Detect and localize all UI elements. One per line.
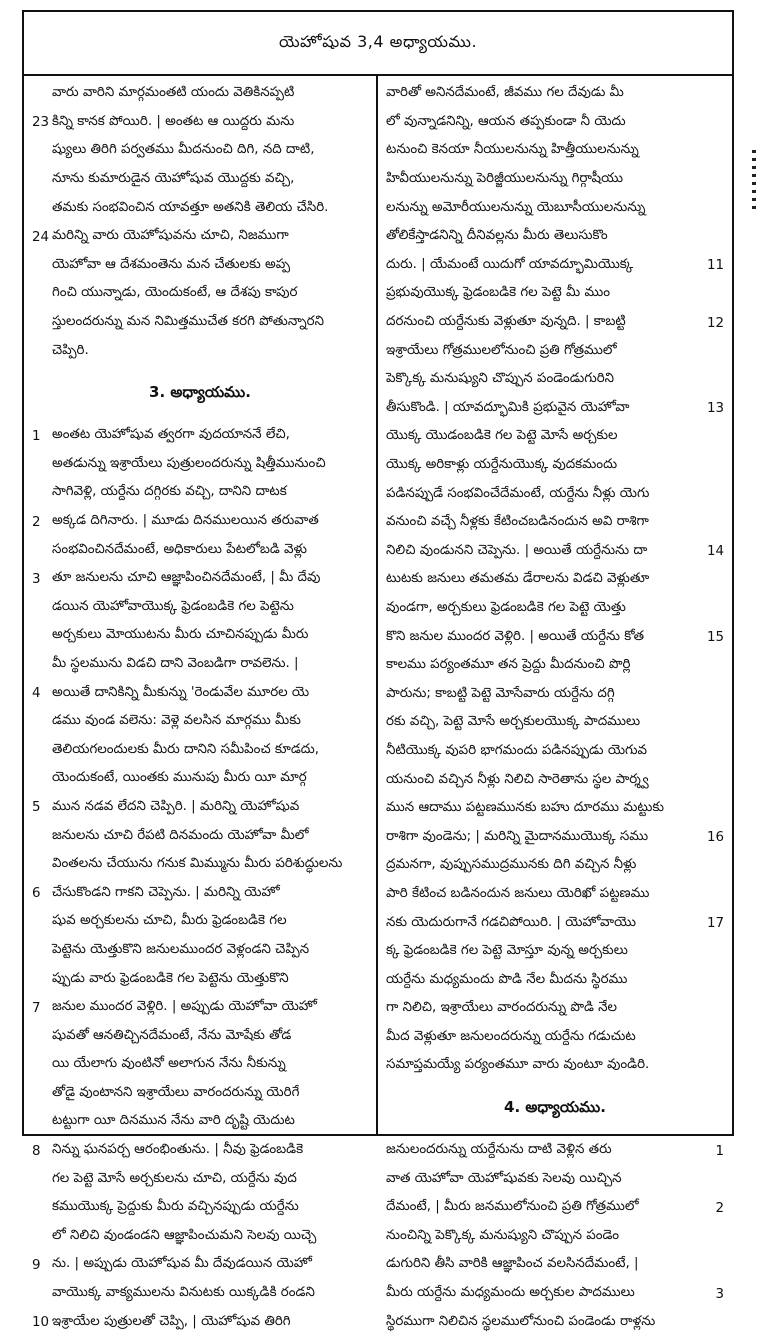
text-line bbox=[32, 908, 368, 937]
line-text: సాగివెళ్లి, యర్దేను దగ్గిరకు వచ్చి, దానిని దాటక bbox=[52, 484, 287, 500]
text-line bbox=[32, 1051, 368, 1080]
verse-number: 8 bbox=[32, 1143, 41, 1159]
line-text: ఇశ్రాయేల పుత్రులతో చెప్పి, | యెహోషువ తిరిగి bbox=[52, 1313, 291, 1329]
line-text: తూ జనులను చూచి ఆజ్ఞాపించినదేమంటే, | మీ దేవు bbox=[52, 570, 321, 586]
text-line bbox=[386, 709, 724, 738]
line-text: నీటియొక్క వుపరి భాగమందు పడినప్పుడు యెగువ bbox=[386, 742, 648, 758]
verse-number: 10 bbox=[32, 1315, 50, 1331]
line-text: గించి యున్నాడు, యెందుకంటే, ఆ దేశపు కాపుర bbox=[52, 285, 298, 301]
line-text: యి యేలాగు వుంటినో అలాగున నేను నీకున్ను bbox=[52, 1056, 286, 1072]
line-text: అయితే దానికిన్ని మీకున్ను 'రెండువేల మూరల యె bbox=[52, 684, 310, 700]
line-text: వారితో అనినదేమంటే, జీవము గల దేవుడు మీ bbox=[386, 85, 624, 101]
line-text: తమకు సంభవించిన యావత్తూ అతనికి తెలియ చేసిరి. bbox=[52, 199, 329, 215]
line-text: డము వుండ వలెను: వెళ్లె వలసిన మార్గము మీకు bbox=[52, 713, 301, 729]
text-line bbox=[32, 536, 368, 565]
verse-number: 5 bbox=[32, 800, 41, 816]
line-text: దురు. | యేమంటే యిదుగో యావద్భూమియొక్క bbox=[386, 256, 634, 272]
line-text: దేమంటే, | మీరు జనములోనుంచి ప్రతి గోత్రములో bbox=[386, 1199, 639, 1215]
line-text: యొక్క యొడంబడికె గల పెట్టె మోసే అర్చకుల bbox=[386, 428, 618, 444]
text-line bbox=[32, 280, 368, 309]
line-text: టనుంచి కెనయా నీయులనున్ను హిత్తీయులనున్ను bbox=[386, 142, 639, 158]
text-line bbox=[32, 1308, 368, 1337]
verse-number: 24 bbox=[32, 229, 50, 245]
line-text: కాలము పర్యంతమూ తన ప్రెద్దు మీదనుంచి పొర్లి bbox=[386, 657, 631, 673]
line-text: జనులను చూచి రేపటి దినమందు యెహోవా మీలో bbox=[52, 827, 309, 843]
line-text: టట్టుగా యీ దినమున నేను వారి దృష్టి యెదుట bbox=[52, 1113, 295, 1129]
verse-number: 15 bbox=[706, 630, 724, 646]
line-text: చేసుకొండని గాకని చెప్పెను. | మరిన్ని యెహో bbox=[52, 884, 280, 900]
line-text: యర్దేను మధ్యమందు పొడి నేల మీదను స్థిరము bbox=[386, 971, 628, 987]
verse-number: 9 bbox=[32, 1257, 41, 1273]
verse-number: 2 bbox=[715, 1200, 724, 1216]
text-line bbox=[386, 995, 724, 1024]
line-text: గల పెట్టె మోసే అర్చకులను చూచి, యర్దేను వుద bbox=[52, 1170, 297, 1186]
text-line bbox=[386, 194, 724, 223]
line-text: లనున్ను అమోరీయులనున్ను యెబూసీయులనున్ను bbox=[386, 199, 646, 215]
verse-number: 17 bbox=[706, 916, 724, 932]
line-text: నిన్ను ఘనపర్చ ఆరంభింతును. | నీవు ఫ్రెడంబడికె bbox=[52, 1142, 304, 1158]
text-line bbox=[386, 1223, 724, 1252]
text-line bbox=[32, 879, 368, 908]
line-text: ప్రభువుయొక్క ఫ్రెడంబడికె గల పెట్టె మీ ముం bbox=[386, 285, 611, 301]
line-text: నిలిచి వుండునని చెప్పెను. | అయితే యర్దేనును దా bbox=[386, 542, 648, 558]
text-line bbox=[386, 795, 724, 824]
line-text: వుండగా, అర్చకులు ఫ్రెడంబడికె గల పెట్టె యెత్తు bbox=[386, 599, 626, 615]
line-text: ను. | అప్పుడు యెహోషువ మీ దేవుడయిన యెహో bbox=[52, 1256, 312, 1272]
text-line bbox=[32, 252, 368, 281]
line-text: వాయొక్క వాక్యములను వినుటకు యిక్కడికి రండని bbox=[52, 1285, 315, 1301]
text-line bbox=[386, 395, 724, 424]
line-text: వాత యెహోవా యెహోషువకు సెలవు యిచ్చిన bbox=[386, 1170, 622, 1186]
left-column bbox=[24, 74, 378, 1331]
text-line bbox=[32, 337, 368, 366]
text-line bbox=[386, 423, 724, 452]
text-line bbox=[32, 166, 368, 195]
text-line bbox=[32, 679, 368, 708]
line-text: పారును; కాబట్టి పెట్టె మోసేవారు యర్దేను దగ్గి bbox=[386, 685, 615, 701]
text-line bbox=[386, 909, 724, 938]
text-line bbox=[386, 623, 724, 652]
line-text: పెక్కొక్క మనుష్యుని చొప్పున పండెండుగురిని bbox=[386, 371, 615, 387]
right-column bbox=[378, 74, 732, 1329]
text-line bbox=[32, 994, 368, 1023]
text-line bbox=[386, 823, 724, 852]
verse-number: 7 bbox=[32, 1000, 41, 1016]
text-line bbox=[32, 965, 368, 994]
line-text: పారి కేటించ బడినందున జనులు యెరిఖో పట్టణము bbox=[386, 885, 650, 901]
text-line bbox=[32, 1022, 368, 1051]
verse-number: 6 bbox=[32, 886, 41, 902]
text-line bbox=[32, 851, 368, 880]
line-text: మీద వెళ్లుతూ జనులందరున్ను యర్దేను గడుచుట bbox=[386, 1028, 636, 1044]
text-line bbox=[386, 652, 724, 681]
text-line bbox=[386, 1194, 724, 1223]
text-line bbox=[32, 451, 368, 480]
text-line bbox=[386, 366, 724, 395]
text-line bbox=[386, 538, 724, 567]
line-text: మరిన్ని వారు యెహోషువను చూచి, నిజముగా bbox=[52, 228, 289, 244]
line-text: యెందుకంటే, యింతకు మునుపు మీరు యీ మార్గ bbox=[52, 770, 307, 786]
verse-number: 12 bbox=[706, 315, 724, 331]
text-line bbox=[386, 109, 724, 138]
text-line bbox=[386, 1308, 724, 1337]
verse-number: 3 bbox=[32, 571, 41, 587]
text-line bbox=[386, 966, 724, 995]
margin-mark bbox=[752, 150, 756, 210]
text-line bbox=[386, 1251, 724, 1280]
line-text: డయిన యెహోవాయొక్క ఫ్రెడంబడికె గల పెట్టెను bbox=[52, 598, 294, 614]
line-text: యనుంచి వచ్చిన నీళ్లు నిలిచి సారెతాను స్థల పార్శ్వ bbox=[386, 771, 649, 787]
text-line bbox=[32, 422, 368, 451]
verse-number: 14 bbox=[706, 544, 724, 560]
text-line bbox=[32, 80, 368, 109]
line-text: మున నడవ లేదని చెప్పిరి. | మరిన్ని యెహోషువ bbox=[52, 798, 300, 814]
text-line bbox=[386, 938, 724, 967]
line-text: యెహోవా ఆ దేశమంతెను మన చేతులకు అప్ప bbox=[52, 256, 291, 272]
line-text: సంభవించినదేమంటే, అధికారులు పేటలోబడి వెళ్లు bbox=[52, 541, 307, 557]
text-line bbox=[32, 1165, 368, 1194]
line-text: హివీయులనున్ను పెరిజ్జీయులనున్ను గిర్గాషీయు bbox=[386, 171, 623, 187]
line-text: ద్రమనగా, వుప్పుసముద్రమునకు దిగి వచ్చిన నీళ్లు bbox=[386, 857, 637, 873]
line-text: షువ అర్చకులను చూచి, మీరు ఫ్రెడంబడికె గల bbox=[52, 913, 287, 929]
text-line bbox=[32, 508, 368, 537]
line-text: నకు యెదురుగానే గడచిపోయిరి. | యెహోవాయొ bbox=[386, 914, 636, 930]
text-line bbox=[32, 1194, 368, 1223]
line-text: వింతలను చేయును గనుక మిమ్మును మీరు పరిశుద్ధులను bbox=[52, 856, 343, 872]
verse-number: 3 bbox=[715, 1286, 724, 1302]
text-line bbox=[32, 309, 368, 338]
scripture-page bbox=[22, 10, 734, 1331]
text-line bbox=[32, 622, 368, 651]
text-line bbox=[386, 252, 724, 281]
text-line bbox=[32, 1223, 368, 1252]
line-text: డుగురిని తీసి వారికి ఆజ్ఞాపించ వలసినదేమంటే, | bbox=[386, 1256, 639, 1272]
line-text: తోడై వుంటానని ఇశ్రాయేలు వారందరున్ను యెరిగే bbox=[52, 1084, 300, 1100]
text-line bbox=[32, 937, 368, 966]
line-text: పడినప్పుడే సంభవించేదేమంటే, యర్దేను నీళ్లు యెగు bbox=[386, 485, 650, 501]
verse-number: 1 bbox=[32, 428, 41, 444]
text-line bbox=[32, 137, 368, 166]
text-line bbox=[386, 738, 724, 767]
line-text: తీసుకొండి. | యావద్భూమికి ప్రభువైన యెహోవా bbox=[386, 399, 630, 415]
verse-number: 1 bbox=[715, 1143, 724, 1159]
text-line bbox=[386, 1137, 724, 1166]
text-line bbox=[32, 822, 368, 851]
verse-number: 4 bbox=[32, 686, 41, 702]
text-line bbox=[386, 1024, 724, 1053]
line-text: రాశిగా వుండెను; | మరిన్ని మైదానముయొక్క సము bbox=[386, 828, 649, 844]
text-line bbox=[386, 852, 724, 881]
text-line bbox=[32, 708, 368, 737]
verse-number: 13 bbox=[706, 401, 724, 417]
verse-number: 11 bbox=[706, 258, 724, 274]
line-text: దరనుంచి యర్దేనుకు వెళ్లుతూ వున్నది. | కాబట్టి bbox=[386, 314, 626, 330]
text-line bbox=[386, 1052, 724, 1081]
line-text: వనుంచి వచ్చే నీళ్లకు కేటించబడినందున అవి రాశిగా bbox=[386, 514, 649, 530]
chapter-heading: 4. అధ్యాయము. bbox=[504, 1097, 606, 1116]
text-line bbox=[32, 1280, 368, 1309]
line-text: నుంచిన్ని పెక్కొక్క మనుష్యుని చొప్పున పండెం bbox=[386, 1227, 620, 1243]
text-line bbox=[386, 309, 724, 338]
text-line bbox=[32, 765, 368, 794]
line-text: చెప్పిరి. bbox=[52, 342, 89, 358]
line-text: జనులందరున్ను యర్దేనును దాటి వెళ్లిన తరు bbox=[386, 1142, 612, 1158]
line-text: అతడున్ను ఇశ్రాయేలు పుత్రులందరున్ను షిత్తీమునుంచి bbox=[52, 455, 326, 471]
line-text: తెలియగలందులకు మీరు దానిని సమీపించ కూడదు, bbox=[52, 741, 320, 757]
text-line bbox=[32, 1251, 368, 1280]
verse-number: 16 bbox=[706, 830, 724, 846]
text-line bbox=[386, 80, 724, 109]
line-text: రకు వచ్చి, పెట్టె మోసే అర్చకులయొక్క పాదములు bbox=[386, 714, 641, 730]
line-text: అక్కడ దిగినారు. | మూడు దినములయిన తరువాత bbox=[52, 513, 319, 529]
text-line bbox=[386, 280, 724, 309]
line-text: షువతో ఆనతిచ్చినదేమంటే, నేను మోషేకు తోడ bbox=[52, 1027, 292, 1043]
text-line bbox=[32, 736, 368, 765]
text-line bbox=[386, 881, 724, 910]
text-line bbox=[32, 479, 368, 508]
text-line bbox=[386, 595, 724, 624]
text-line bbox=[32, 594, 368, 623]
line-text: టుటకు జనులు తమతమ డేరాలను విడచి వెళ్లుతూ bbox=[386, 571, 650, 587]
line-text: మీరు యర్దేను మధ్యమందు అర్చకుల పాదములు bbox=[386, 1285, 635, 1301]
line-text: యొక్క అరికాళ్లు యర్దేనుయొక్క వుదకమందు bbox=[386, 457, 618, 473]
text-line bbox=[32, 194, 368, 223]
page-header: యెహోషువ 3,4 అధ్యాయము. bbox=[24, 12, 732, 76]
two-column-body bbox=[24, 74, 732, 1331]
line-text: స్తులందరున్ను మన నిమిత్తముచేత కరగి పోతున్నారని bbox=[52, 314, 324, 330]
text-line bbox=[32, 651, 368, 680]
line-text: మీ స్థలమును విడచి దాని వెంబడిగా రావలెను. | bbox=[52, 655, 299, 671]
line-text: అర్చకులు మోయుటను మీరు చూచినప్పుడు మీరు bbox=[52, 627, 309, 643]
text-line bbox=[386, 166, 724, 195]
line-text: తోలికేస్తాడనిన్ని దీనివల్లను మీరు తెలుసుకొం bbox=[386, 228, 608, 244]
line-text: కొని జనుల ముందర వెళ్లిరి. | అయితే యర్దేను కోత bbox=[386, 628, 645, 644]
text-line bbox=[386, 680, 724, 709]
text-line bbox=[32, 1108, 368, 1137]
text-line bbox=[32, 1137, 368, 1166]
text-line bbox=[386, 509, 724, 538]
text-line bbox=[386, 766, 724, 795]
verse-number: 23 bbox=[32, 115, 50, 131]
text-line bbox=[32, 565, 368, 594]
line-text: సమాప్తమయ్యే పర్యంతమూ వారు వుంటూ వుండిరి. bbox=[386, 1057, 650, 1073]
line-text: వారు వారిని మార్గమంతటి యందు వెతికినప్పటి bbox=[52, 85, 295, 101]
text-line bbox=[386, 452, 724, 481]
text-line bbox=[32, 1080, 368, 1109]
line-text: ష్యులు తిరిగి పర్వతము మీదనుంచి దిగి, నది దాటి, bbox=[52, 142, 315, 158]
text-line bbox=[386, 223, 724, 252]
line-text: ప్పుడు వారు ఫ్రెడంబడికె గల పెట్టెను యెత్తుకొని bbox=[52, 970, 289, 986]
chapter-heading: 3. అధ్యాయము. bbox=[149, 382, 251, 401]
line-text: కముయొక్క ప్రెద్దుకు మీరు వచ్చినప్పుడు యర్దేను bbox=[52, 1199, 299, 1215]
line-text: అంతట యెహోషువ త్వరగా వుదయాననే లేచి, bbox=[52, 427, 290, 443]
text-line bbox=[386, 1280, 724, 1309]
line-text: లో వున్నాడనిన్ని, ఆయన తప్పకుండా నీ యెదు bbox=[386, 113, 626, 129]
text-line bbox=[32, 109, 368, 138]
line-text: పెట్టెను యెత్తుకొని జనులముందర వెళ్లండని చెప్పిన bbox=[52, 941, 310, 957]
text-line bbox=[32, 223, 368, 252]
text-line bbox=[386, 480, 724, 509]
line-text: జనుల ముందర వెళ్లిరి. | అప్పుడు యెహోవా యెహో bbox=[52, 999, 317, 1015]
line-text: మున ఆదాము పట్టణమునకు బహు దూరము మట్టుకు bbox=[386, 800, 664, 816]
line-text: గా నిలిచి, ఇశ్రాయేలు వారందరున్ను పొడి నేల bbox=[386, 1000, 618, 1016]
line-text: క్క ఫ్రెడంబడికె గల పెట్టె మోస్తూ వున్న అర్చకులు bbox=[386, 943, 628, 959]
text-line bbox=[386, 137, 724, 166]
line-text: స్థిరముగా నిలిచిన స్థలములోనుంచి పండెండు రాళ్లను bbox=[386, 1313, 656, 1329]
text-line bbox=[386, 1165, 724, 1194]
verse-number: 2 bbox=[32, 514, 41, 530]
text-line bbox=[386, 337, 724, 366]
line-text: లో నిలిచి వుండండని ఆజ్ఞాపించుమని సెలవు యిచ్చె bbox=[52, 1227, 317, 1243]
line-text: నూను కుమారుడైన యెహోషువ యొద్దకు వచ్చి, bbox=[52, 171, 295, 187]
text-line bbox=[32, 794, 368, 823]
line-text: ఇశ్రాయేలు గోత్రములలోనుంచి ప్రతి గోత్రములో bbox=[386, 342, 617, 358]
line-text: కిన్ని కానక పోయిరి. | అంతట ఆ యిద్దరు మను bbox=[52, 113, 295, 129]
text-line bbox=[386, 566, 724, 595]
